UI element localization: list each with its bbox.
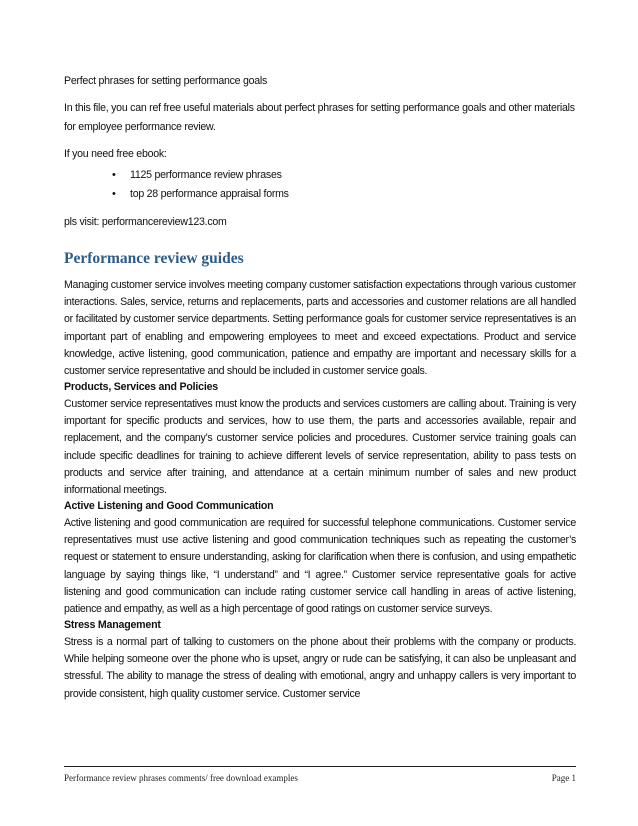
- subheading-products: Products, Services and Policies: [64, 381, 218, 394]
- page-content: [64, 72, 576, 703]
- section-heading: Performance review guides: [64, 250, 244, 267]
- bullet-icon: •: [112, 188, 116, 200]
- paragraph-listening: Active listening and good communication are required for successful telephone communications. Customer service representatives must use active listening and good communication techniques such as repeating the customer’s request or statement to ensure understanding, asking for clarification when there is confusion, and using empathetic language by saying things like, “I understand” and “I agree.” Customer service representative goals for active listening and good communication can include rating customer service call handling in areas of active listening, patience and empathy, as well as a high percentage of good ratings on customer service surveys.: [64, 517, 576, 616]
- paragraph-products: Customer service representatives must know the products and services customers are calling about. Training is very important for specific products and services, how to use them, the parts and accessories available, repair and replacement, and the company’s customer service policies and procedures. Customer service training goals can include specific deadlines for training to achieve different levels of service representation, ability to pass tests on products and service after training, and attendance at a certain minimum number of sales and new product informational meetings.: [64, 398, 576, 497]
- bullet-icon: •: [112, 169, 116, 181]
- ebook-item-label: top 28 performance appraisal forms: [130, 188, 289, 200]
- page-footer: [64, 766, 576, 783]
- paragraph-overview: Managing customer service involves meeting company customer satisfaction expectations through various customer interactions. Sales, service, returns and replacements, parts and accessories and customer relations are all handled or facilitated by customer service departments. Setting performance goals for customer service representatives is an important part of enabling and empowering employees to meet and exceed expectations. Product and service knowledge, active listening, good communication, patience and empathy are important and necessary skills for a customer service representative and should be included in customer service goals.: [64, 279, 576, 378]
- intro-title-line: Perfect phrases for setting performance goals: [64, 75, 268, 87]
- ebook-list: [64, 166, 576, 204]
- ebook-item-label: 1125 performance review phrases: [130, 169, 282, 181]
- subheading-listening: Active Listening and Good Communication: [64, 500, 274, 513]
- intro-description: In this file, you can ref free useful materials about perfect phrases for setting performance goals and other materials for employee performance review.: [64, 102, 575, 133]
- visit-line: pls visit: performancereview123.com: [64, 216, 227, 228]
- ebook-prompt: If you need free ebook:: [64, 148, 167, 160]
- list-item: [112, 166, 576, 185]
- footer-text: Performance review phrases comments/ free download examples: [64, 773, 298, 783]
- list-item: [112, 185, 576, 204]
- subheading-stress: Stress Management: [64, 619, 161, 632]
- page-number: Page 1: [551, 773, 576, 783]
- paragraph-stress: Stress is a normal part of talking to customers on the phone about their problems with the company or products. While helping someone over the phone who is upset, angry or rude can be satisfying, it can also be unpleasant and stressful. The ability to manage the stress of dealing with emotional, angry and unhappy callers is very important to provide consistent, high quality customer service. Customer service: [64, 636, 576, 700]
